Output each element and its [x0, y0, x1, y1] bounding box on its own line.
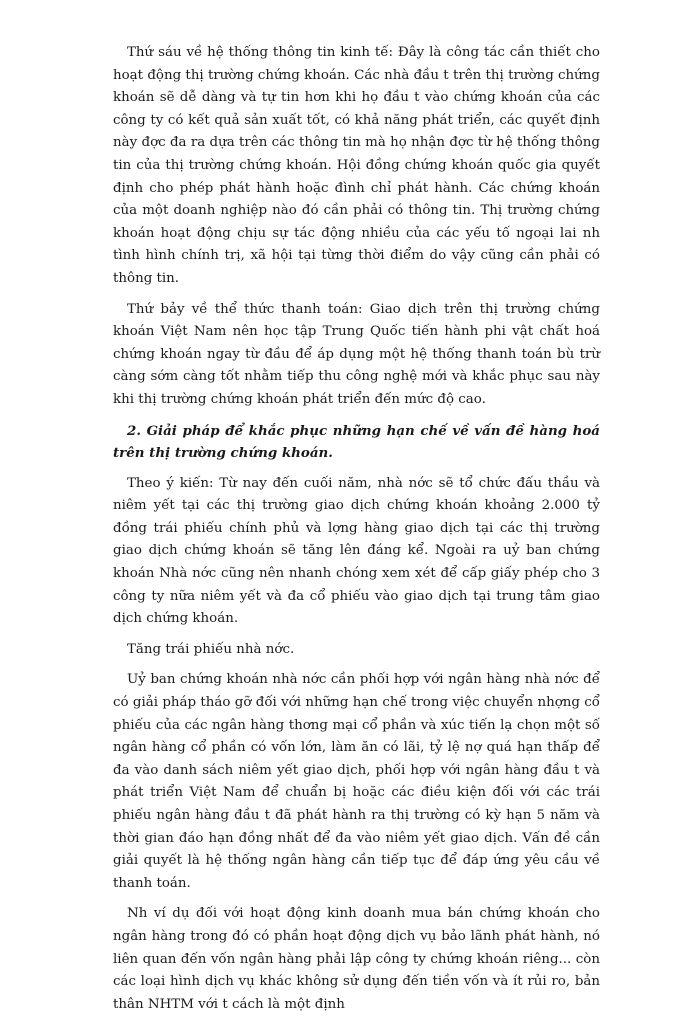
paragraph-information-system: Thứ sáu về hệ thống thông tin kinh tế: Đây là công tác cần thiết cho hoạt động thị trường chứng khoán. Các nhà đầu t trên thị trường chứng khoán sẽ dễ dàng và tự tin hơn khi họ đầu t vào chứng khoán của các công ty có kết quả sản xuất tốt, có khả năng phát triển, các quyết định này đợc đa ra dựa trên các thông tin mà họ nhận đợc từ hệ thống thông tin của thị trường chứng khoán. Hội đồng chứng khoán quốc gia quyết định cho phép phát hành hoặc đình chỉ phát hành. Các chứng khoán của một doanh nghiệp nào đó cần phải có thông tin. Thị trường chứng khoán hoạt động chịu sự tác động nhiều của các yếu tố ngoại lai nh tình hình chính trị, xã hội tại từng thời điểm do vậy cũng cần phải có thông tin.	[113, 45, 600, 286]
paragraph-securities-commission: Uỷ ban chứng khoán nhà nớc cần phối hợp với ngân hàng nhà nớc để có giải pháp tháo gỡ đối với những hạn chế trong việc chuyển nhợng cổ phiếu của các ngân hàng thơng mại cổ phần và xúc tiến lạ chọn một số ngân hàng cổ phần có vốn lớn, làm ăn có lãi, tỷ lệ nợ quá hạn thấp để đa vào danh sách niêm yết giao dịch, phối hợp với ngân hàng đầu t và phát triển Việt Nam để chuẩn bị hoặc các điều kiện đối với các trái phiếu ngân hàng đầu t đã phát hành ra thị trường có kỳ hạn 5 năm và thời gian đáo hạn đồng nhất để đa vào niêm yết giao dịch. Vấn đề cần giải quyết là hệ thống ngân hàng cần tiếp tục để đáp ứng yêu cầu về thanh toán.	[113, 672, 600, 891]
section-heading: 2. Giải pháp để khắc phục những hạn chế về vấn đề hàng hoá trên thị trường chứng khoán.	[113, 422, 600, 462]
paragraph-government-bonds: Tăng trái phiếu nhà nớc.	[127, 641, 295, 657]
paragraph-opinion: Theo ý kiến: Từ nay đến cuối năm, nhà nớc sẽ tổ chức đấu thầu và niêm yết tại các thị trường giao dịch chứng khoán khoảng 2.000 tỷ đồng trái phiếu chính phủ và lợng hàng giao dịch tại các thị trường giao dịch chứng khoán sẽ tăng lên đáng kể. Ngoài ra uỷ ban chứng khoán Nhà nớc cũng nên nhanh chóng xem xét để cấp giấy phép cho 3 công ty nữa niêm yết và đa cổ phiếu vào giao dịch tại trung tâm giao dịch chứng khoán.	[113, 475, 600, 627]
paragraph-example: Nh ví dụ đối với hoạt động kinh doanh mua bán chứng khoán cho ngân hàng trong đó có phần hoạt động dịch vụ bảo lãnh phát hành, nó liên quan đến vốn ngân hàng phải lập công ty chứng khoán riêng... còn các loại hình dịch vụ khác không sử dụng đến tiền vốn và ít rủi ro, bản thân NHTM với t cách là một định	[113, 906, 600, 1012]
paragraph-payment-method: Thứ bảy về thể thức thanh toán: Giao dịch trên thị trường chứng khoán Việt Nam nên học tập Trung Quốc tiến hành phi vật chất hoá chứng khoán ngay từ đầu để áp dụng một hệ thống thanh toán bù trừ càng sớm càng tốt nhằm tiếp thu công nghệ mới và khắc phục sau này khi thị trường chứng khoán phát triển đến mức độ cao.	[113, 301, 600, 407]
document-page	[113, 42, 600, 1024]
